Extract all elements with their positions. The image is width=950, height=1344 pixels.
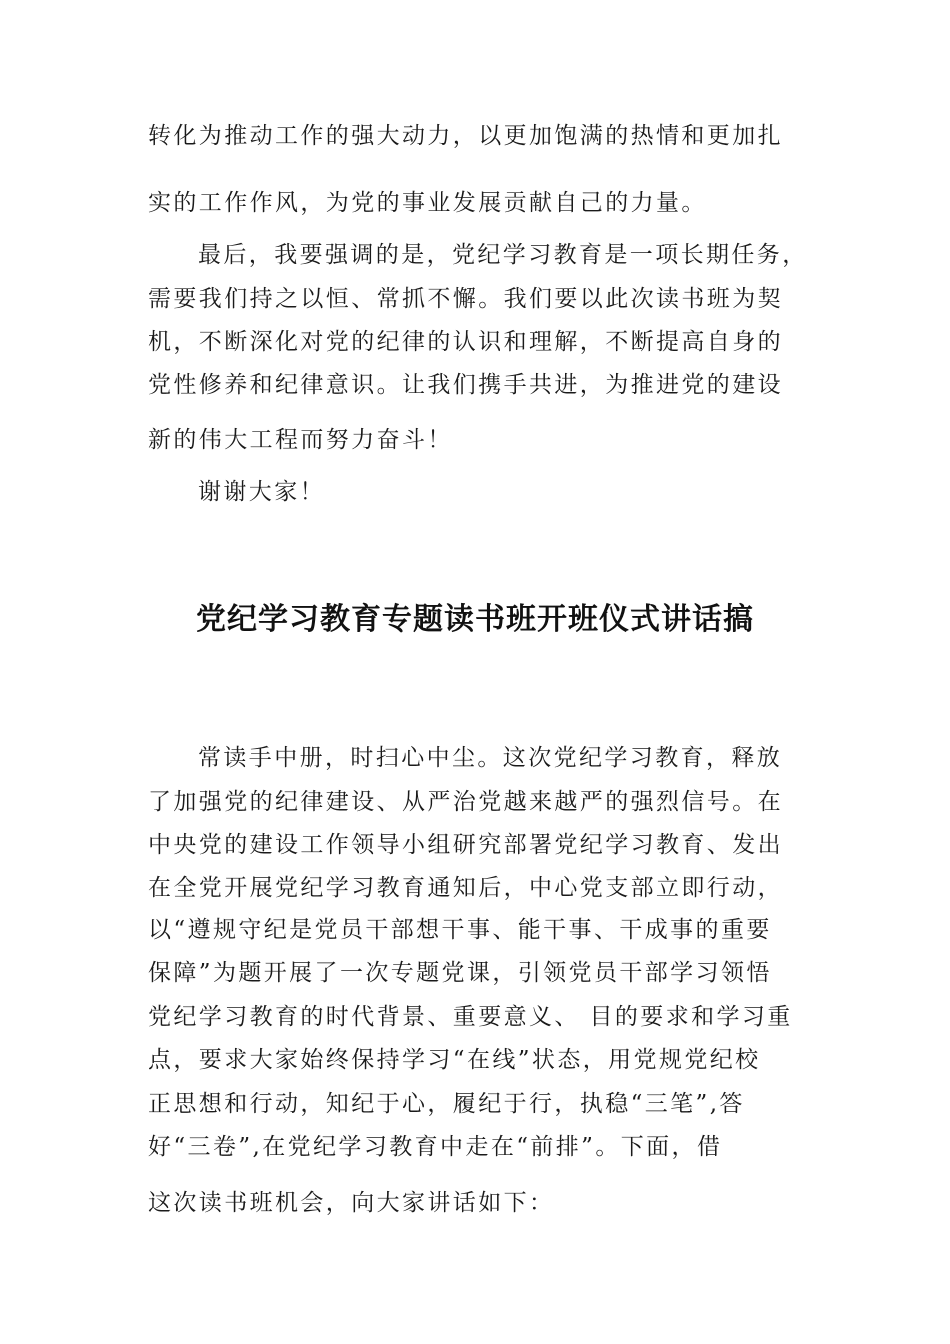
paragraph-line: 需要我们持之以恒、常抓不懈。我们要以此次读书班为契	[148, 286, 783, 312]
paragraph-line: 保障”为题开展了一次专题党课，引领党员干部学习领悟	[148, 960, 772, 986]
paragraph-line: 在全党开展党纪学习教育通知后，中心党支部立即行动，	[148, 875, 783, 901]
paragraph-line: 以“遵规守纪是党员干部想干事、能干事、干成事的重要	[148, 917, 772, 943]
paragraph-line: 新的伟大工程而努力奋斗！	[148, 427, 453, 453]
paragraph-line: 点，要求大家始终保持学习“在线”状态，用党规党纪校	[148, 1047, 761, 1073]
thanks-line: 谢谢大家！	[198, 479, 325, 505]
paragraph-line: 正思想和行动，知纪于心，履纪于行，执稳“三笔”,答	[148, 1091, 745, 1117]
paragraph-line: 中央党的建设工作领导小组研究部署党纪学习教育、发出	[148, 832, 783, 858]
paragraph-line: 转化为推动工作的强大动力，以更加饱满的热情和更加扎	[148, 123, 783, 149]
paragraph-line: 党纪学习教育的时代背景、重要意义、 目的要求和学习重	[148, 1004, 793, 1030]
paragraph-line: 实的工作作风，为党的事业发展贡献自己的力量。	[148, 190, 707, 216]
paragraph-line: 了加强党的纪律建设、从严治党越来越严的强烈信号。在	[148, 789, 783, 815]
paragraph-line: 党性修养和纪律意识。让我们携手共进，为推进党的建设	[148, 372, 783, 398]
paragraph-line: 好“三卷”,在党纪学习教育中走在“前排”。下面，借	[148, 1134, 723, 1160]
paragraph-line: 这次读书班机会，向大家讲话如下：	[148, 1190, 555, 1216]
paragraph-line: 机，不断深化对党的纪律的认识和理解，不断提高自身的	[148, 329, 783, 355]
paragraph-line: 最后，我要强调的是，党纪学习教育是一项长期任务，	[198, 242, 808, 268]
document-title: 党纪学习教育专题读书班开班仪式讲话搞	[196, 602, 754, 637]
paragraph-line: 常读手中册，时扫心中尘。这次党纪学习教育，释放	[198, 745, 783, 771]
